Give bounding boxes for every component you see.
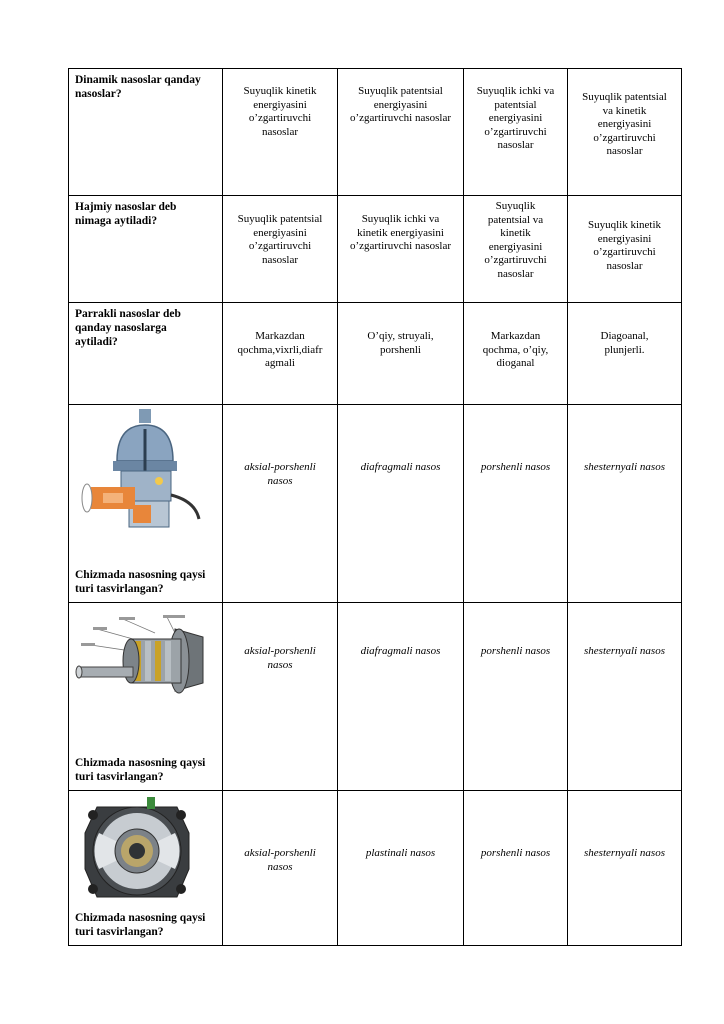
table-row xyxy=(69,196,682,303)
answer-cell xyxy=(223,69,338,196)
answer-cell xyxy=(223,603,338,791)
answer-cell xyxy=(338,405,464,603)
question-text: Chizmada nasosning qaysi turi tasvirlangan? xyxy=(75,569,206,595)
answer-cell xyxy=(464,603,568,791)
question-text: Chizmada nasosning qaysi turi tasvirlangan? xyxy=(75,912,206,938)
answer-cell xyxy=(223,303,338,405)
pump-diagram-image xyxy=(77,793,197,905)
answer-text: Suyuqlik kinetik energiyasini o’zgartiruvchi nasoslar xyxy=(243,85,317,138)
answer-cell xyxy=(338,791,464,946)
answer-cell xyxy=(223,405,338,603)
answer-text: O’qiy, struyali, porshenli xyxy=(367,330,434,356)
answer-cell xyxy=(568,196,682,303)
table-row xyxy=(69,791,682,946)
answer-cell xyxy=(223,791,338,946)
answer-cell xyxy=(568,791,682,946)
answer-text: shesternyali nasos xyxy=(584,847,665,859)
answer-text: aksial-porshenli nasos xyxy=(244,847,316,873)
question-text: Hajmiy nasoslar deb nimaga aytiladi? xyxy=(75,201,177,227)
answer-text: diafragmali nasos xyxy=(360,461,441,473)
question-cell xyxy=(69,603,223,791)
pump-diagram-image xyxy=(75,611,211,701)
answer-cell xyxy=(223,196,338,303)
answer-text: shesternyali nasos xyxy=(584,645,665,657)
table-row xyxy=(69,303,682,405)
answer-cell xyxy=(338,603,464,791)
question-cell xyxy=(69,69,223,196)
answer-text: Suyuqlik patentsial energiyasini o’zgartiruvchi nasoslar xyxy=(349,85,452,124)
answer-cell xyxy=(464,405,568,603)
answer-text: aksial-porshenli nasos xyxy=(244,461,316,487)
answer-text: Suyuqlik patentsial va kinetik energiyasini o’zgartiruvchi nasoslar xyxy=(582,91,667,157)
question-text: Chizmada nasosning qaysi turi tasvirlangan? xyxy=(75,757,206,783)
question-cell xyxy=(69,303,223,405)
answer-text: Markazdan qochma, o’qiy, dioganal xyxy=(482,330,549,369)
answer-text: Suyuqlik kinetik energiyasini o’zgartiruvchi nasoslar xyxy=(587,219,662,272)
answer-text: porshenli nasos xyxy=(480,461,551,473)
answer-text: Suyuqlik ichki va patentsial energiyasini o’zgartiruvchi nasoslar xyxy=(476,85,555,151)
question-text: Parrakli nasoslar deb qanday nasoslarga aytiladi? xyxy=(75,308,181,348)
answer-cell xyxy=(568,303,682,405)
answer-cell xyxy=(464,196,568,303)
answer-cell xyxy=(464,791,568,946)
answer-cell xyxy=(338,303,464,405)
table-row xyxy=(69,69,682,196)
question-cell xyxy=(69,791,223,946)
quiz-table xyxy=(68,68,682,946)
answer-cell xyxy=(338,196,464,303)
question-cell xyxy=(69,405,223,603)
answer-text: Diagoanal, plunjerli. xyxy=(600,330,649,356)
answer-text: porshenli nasos xyxy=(480,645,551,657)
table-row xyxy=(69,603,682,791)
answer-text: porshenli nasos xyxy=(480,847,551,859)
answer-cell xyxy=(568,69,682,196)
table-row xyxy=(69,405,682,603)
answer-text: aksial-porshenli nasos xyxy=(244,645,316,671)
answer-text: Suyuqlik patentsial energiyasini o’zgartiruvchi nasoslar xyxy=(237,213,323,266)
question-text: Dinamik nasoslar qanday nasoslar? xyxy=(75,74,201,100)
answer-cell xyxy=(464,69,568,196)
answer-text: Markazdan qochma,vixrli,diafr agmali xyxy=(237,330,323,369)
pump-diagram-image xyxy=(77,409,211,539)
answer-cell xyxy=(568,405,682,603)
answer-text: Suyuqlik patentsial va kinetik energiyasini o’zgartiruvchi nasoslar xyxy=(484,200,547,280)
answer-text: shesternyali nasos xyxy=(584,461,665,473)
answer-text: plastinali nasos xyxy=(365,847,436,859)
question-cell xyxy=(69,196,223,303)
answer-cell xyxy=(338,69,464,196)
answer-cell xyxy=(464,303,568,405)
answer-text: Suyuqlik ichki va kinetik energiyasini o’zgartiruvchi nasoslar xyxy=(349,213,452,252)
answer-text: diafragmali nasos xyxy=(360,645,441,657)
answer-cell xyxy=(568,603,682,791)
